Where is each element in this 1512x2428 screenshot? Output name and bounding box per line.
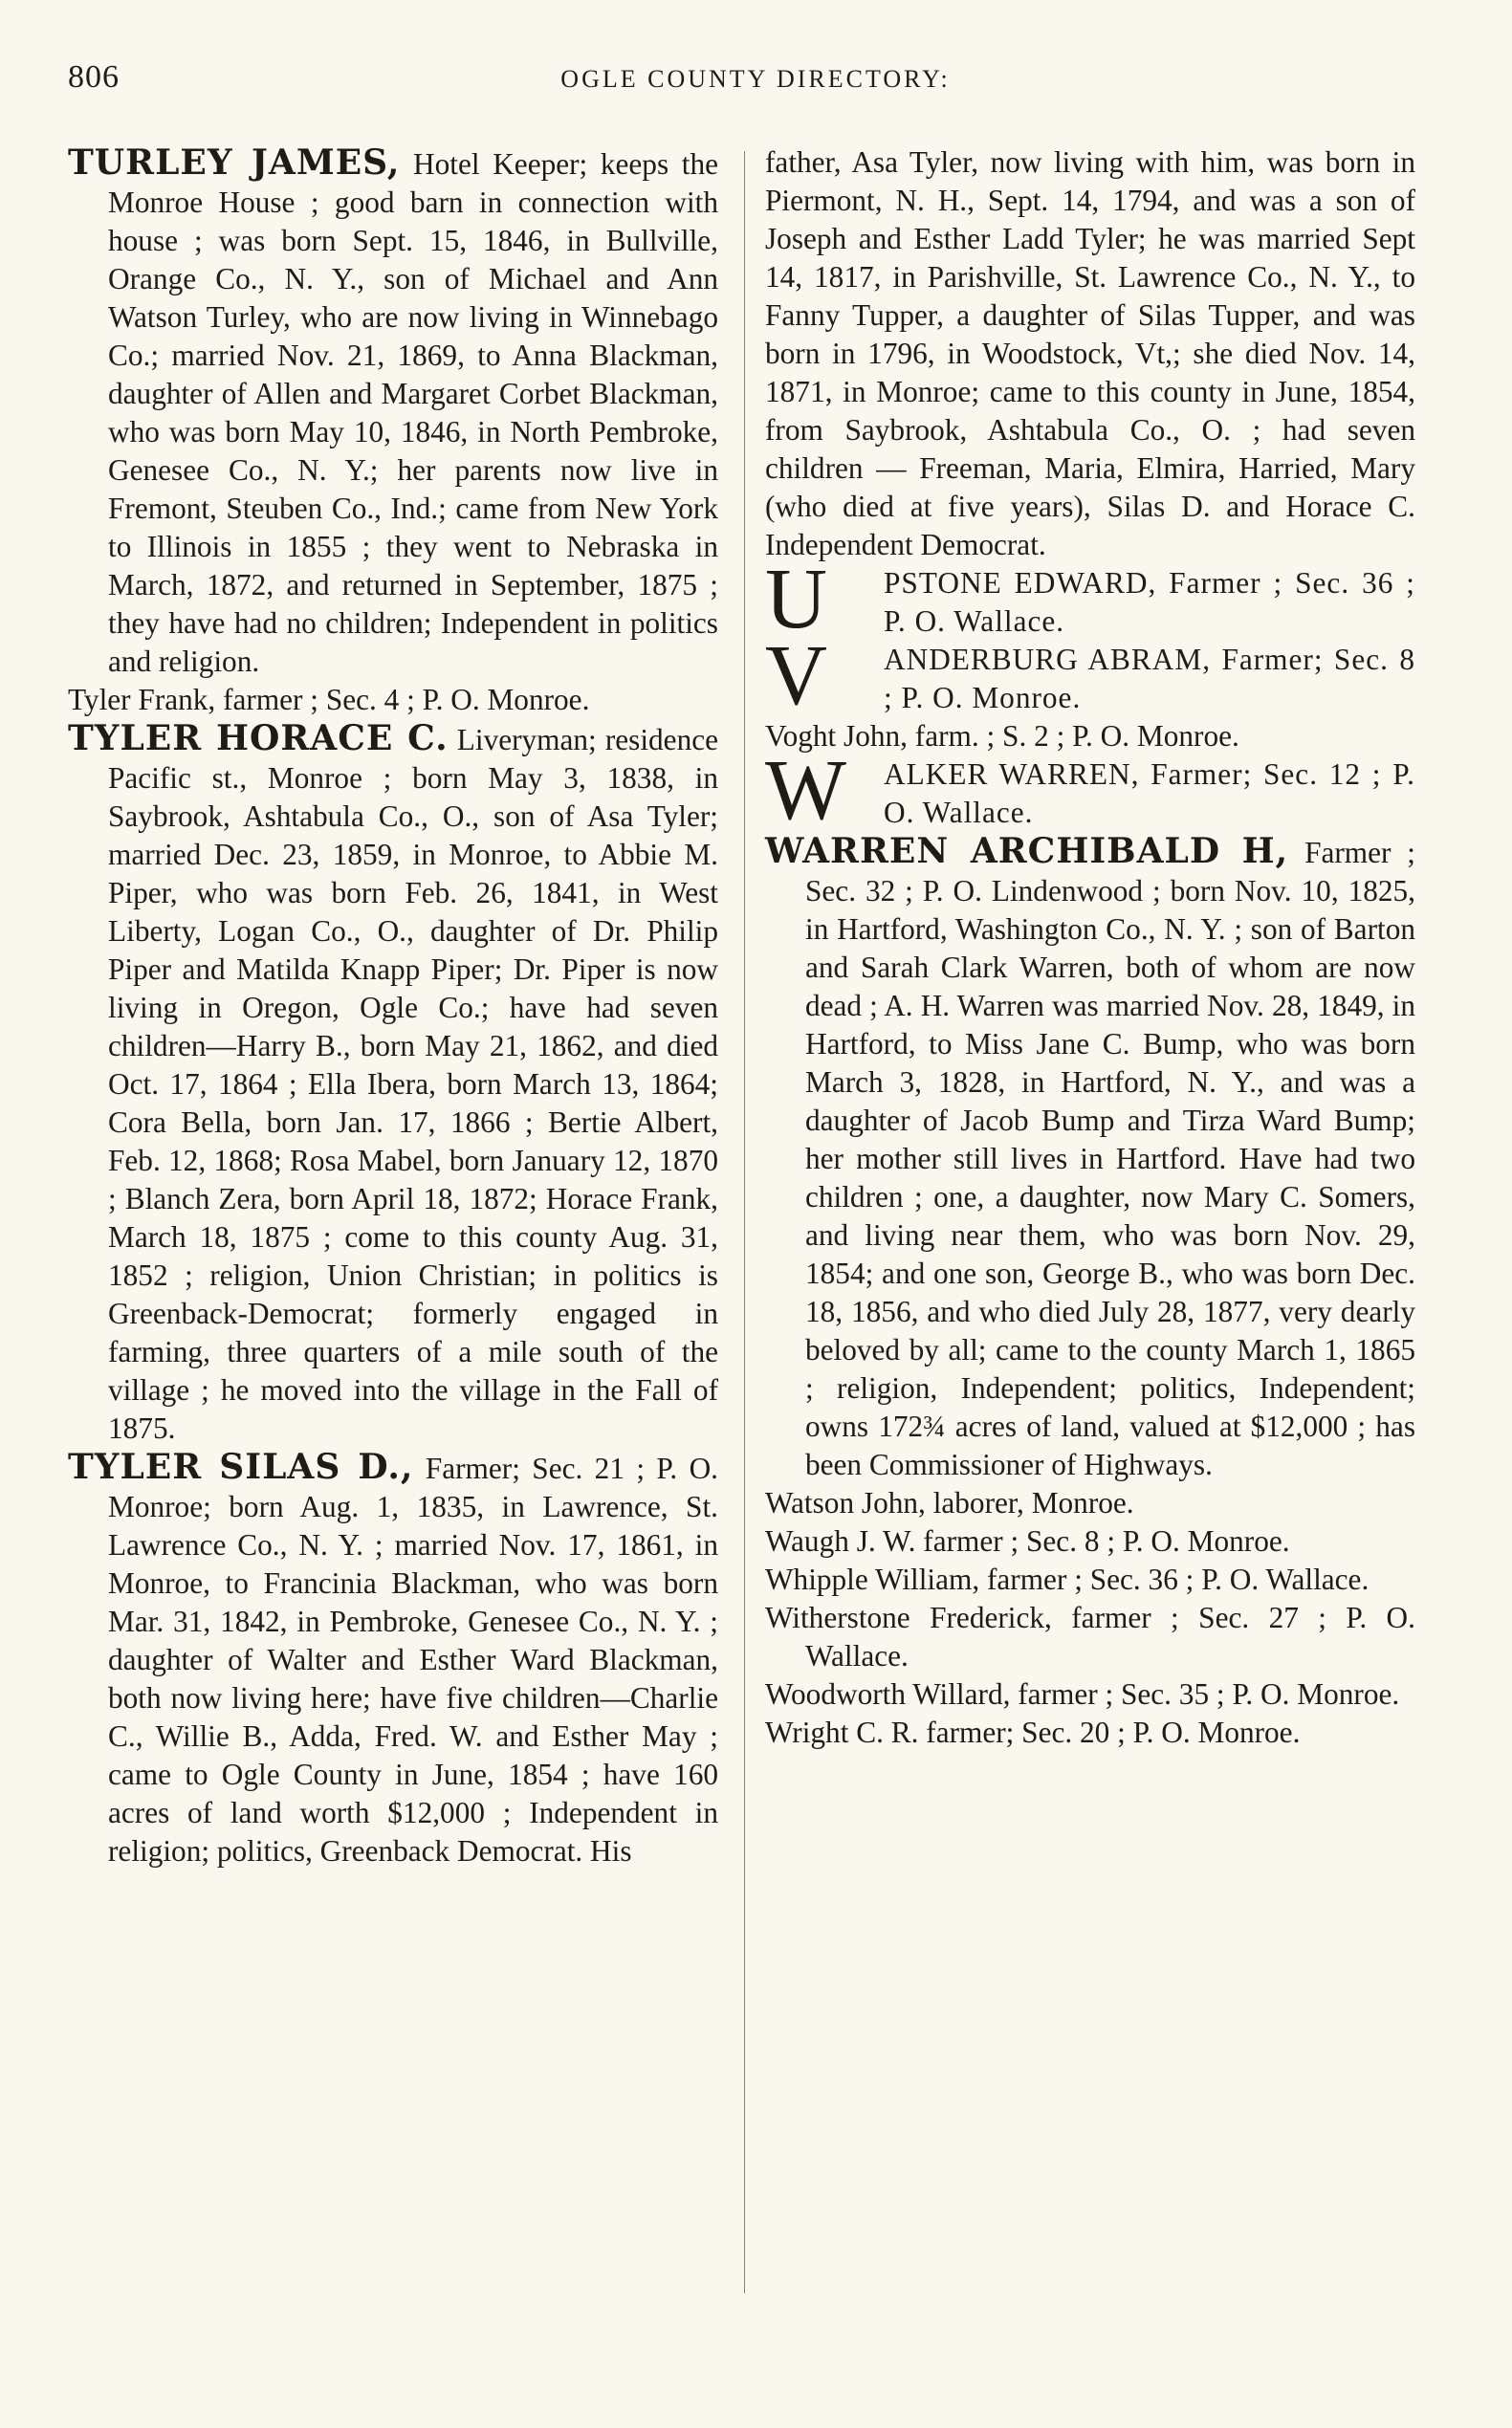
right-column — [765, 143, 1415, 1752]
entry-upstone-edward — [765, 552, 1415, 646]
drop-cap: W — [765, 743, 846, 838]
entry-name: TYLER HORACE C. — [68, 718, 449, 758]
column-divider — [744, 151, 745, 2293]
entry-text: Liveryman; residence Pacific st., Monroe ; born May 3, 1838, in Saybrook, Ashtabula Co., O., son of Asa Tyler; married Dec. 23, 1859, in Monroe, to Abbie M. Piper, who was born Feb. 26, 1841, in West Liberty, Logan Co., O., daughter of Dr. Philip Piper and Matilda Knapp Piper; Dr. Piper is now living in Oregon, Ogle Co.; have had seven children—Harry B., born May 21, 1862, and died Oct. 17, 1864 ; Ella Ibera, born March 13, 1864; Cora Bella, born Jan. 17, 1866 ; Bertie Albert, Feb. 12, 1868; Rosa Mabel, born January 12, 1870 ; Blanch Zera, born April 18, 1872; Horace Frank, March 18, 1875 ; come to this county Aug. 31, 1852 ; religion, Union Christian; in politics is Greenback-Democrat; formerly engaged in farming, three quarters of a mile south of the village ; he moved into the village in the Fall of 1875. — [108, 723, 719, 1445]
entry-text: Farmer ; Sec. 32 ; P. O. Lindenwood ; born Nov. 10, 1825, in Hartford, Washington Co., N. Y. ; son of Barton and Sarah Clark Warren, both of whom are now dead ; A. H. Warren was married Nov. 28, 1849, in Hartford, to Miss Jane C. Bump, who was born March 3, 1828, in Hartford, N. Y., and was a daughter of Jacob Bump and Tirza Ward Bump; her mother still lives in Hartford. Have had two children ; one, a daughter, now Mary C. Somers, and living near them, who was born Nov. 29, 1854; and one son, George B., who was born Dec. 18, 1856, and who died July 28, 1877, very dearly beloved by all; came to the county March 1, 1865 ; religion, Independent; politics, Independent; owns 172¾ acres of land, valued at $12,000 ; has been Commissioner of Highways. — [805, 836, 1415, 1481]
entry-warren-archibald — [765, 832, 1415, 1484]
entry-watson-john: Watson John, laborer, Monroe. — [765, 1486, 1134, 1520]
entry-witherstone-frederick: Witherstone Frederick, farmer ; Sec. 27 ; P. O. Wallace. — [765, 1601, 1415, 1673]
running-head: OGLE COUNTY DIRECTORY: — [560, 65, 951, 93]
entry-name: WARREN ARCHIBALD H, — [765, 831, 1289, 871]
left-column — [68, 143, 718, 1870]
entry-text: Hotel Keeper; keeps the Monroe House ; good barn in connection with house ; was born Sept. 15, 1846, in Bullville, Orange Co., N. Y., son of Michael and Ann Watson Turley, who are now living in Winnebago Co.; married Nov. 21, 1869, to Anna Blackman, daughter of Allen and Margaret Corbet Blackman, who was born May 10, 1846, in North Pembroke, Genesee Co., N. Y.; her parents now live in Fremont, Steuben Co., Ind.; came from New York to Illinois in 1855 ; they went to Nebraska in March, 1872, and returned in September, 1875 ; they have had no children; Independent in politics and religion. — [108, 147, 719, 678]
entry-tyler-silas — [68, 1448, 718, 1870]
entry-whipple-william: Whipple William, farmer ; Sec. 36 ; P. O. Wallace. — [765, 1563, 1370, 1596]
drop-cap: V — [765, 628, 827, 723]
entry-tyler-horace — [68, 719, 718, 1448]
entry-wright-cr: Wright C. R. farmer; Sec. 20 ; P. O. Monroe. — [765, 1716, 1301, 1749]
entry-text: ANDERBURG ABRAM, Farmer; Sec. 8 ; P. O. Monroe. — [884, 643, 1415, 714]
entry-text: ALKER WARREN, Farmer; Sec. 12 ; P. O. Wallace. — [884, 757, 1415, 829]
entry-name: TURLEY JAMES, — [68, 142, 401, 183]
entry-vanderburg-abram — [765, 628, 1415, 723]
entry-waugh-jw: Waugh J. W. farmer ; Sec. 8 ; P. O. Monroe. — [765, 1524, 1290, 1558]
entry-woodworth-willard: Woodworth Willard, farmer ; Sec. 35 ; P. O. Monroe. — [765, 1677, 1400, 1711]
entry-turley-james — [68, 143, 718, 681]
entry-text: PSTONE EDWARD, Farmer ; Sec. 36 ; P. O. Wallace. — [884, 566, 1415, 638]
entry-tyler-silas-continued: father, Asa Tyler, now living with him, was born in Piermont, N. H., Sept. 14, 1794, and was a son of Joseph and Esther Ladd Tyler; he was married Sept 14, 1817, in Parishville, St. Lawrence Co., N. Y., to Fanny Tupper, a daughter of Silas Tupper, and was born in 1796, in Woodstock, Vt,; she died Nov. 14, 1871, in Monroe; came to this county in June, 1854, from Saybrook, Ashtabula Co., O. ; had seven children — Freeman, Maria, Elmira, Harried, Mary (who died at five years), Silas D. and Horace C. Independent Democrat. — [765, 145, 1415, 561]
entry-tyler-frank: Tyler Frank, farmer ; Sec. 4 ; P. O. Monroe. — [68, 683, 590, 716]
drop-cap: U — [765, 552, 827, 646]
page-number: 806 — [68, 59, 120, 95]
entry-voght-john: Voght John, farm. ; S. 2 ; P. O. Monroe. — [765, 719, 1239, 753]
entry-text: Farmer; Sec. 21 ; P. O. Monroe; born Aug. 1, 1835, in Lawrence, St. Lawrence Co., N. Y. ; married Nov. 17, 1861, in Monroe, to Francinia Blackman, who was born Mar. 31, 1842, in Pembroke, Genesee Co., N. Y. ; daughter of Walter and Esther Ward Blackman, both now living here; have five children—Charlie C., Willie B., Adda, Fred. W. and Esther May ; came to Ogle County in June, 1854 ; have 160 acres of land worth $12,000 ; Independent in religion; politics, Greenback Democrat. His — [108, 1452, 719, 1868]
entry-walker-warren — [765, 743, 1415, 838]
entry-name: TYLER SILAS D., — [68, 1447, 414, 1487]
